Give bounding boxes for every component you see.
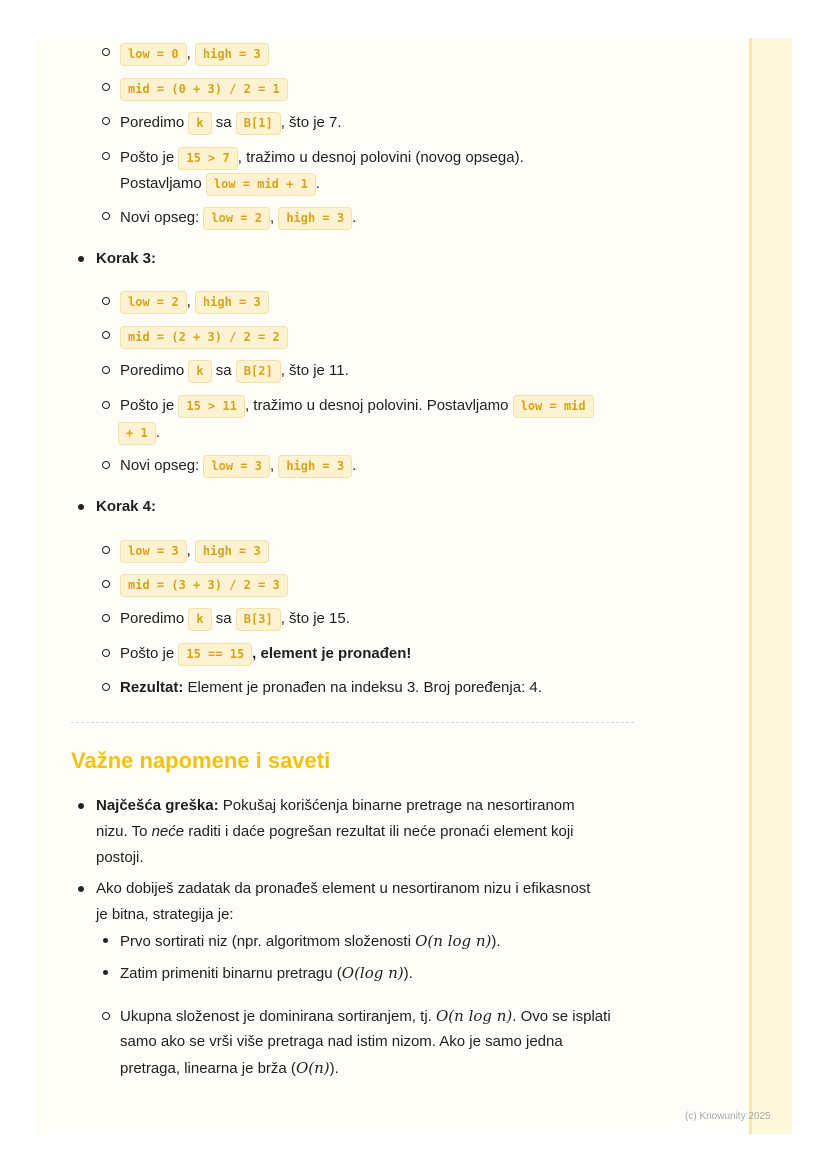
text: sa <box>211 610 236 627</box>
bullet-hollow <box>102 461 110 469</box>
bullet-solid <box>78 886 84 892</box>
code-low: low = 2 <box>203 207 270 230</box>
text: . <box>352 209 357 226</box>
code-low: low = 2 <box>120 291 187 314</box>
sub-list-item <box>120 960 413 987</box>
list-item <box>96 793 575 819</box>
text: , što je 11. <box>280 362 349 379</box>
code-mid: mid = (2 + 3) / 2 = 2 <box>120 326 288 349</box>
list-item-continuation: postoji. <box>96 849 144 866</box>
text: Zatim primeniti binarnu pretragu ( <box>120 965 342 982</box>
text: , tražimo u desnoj polovini. Postavljamo <box>244 397 513 414</box>
text: . <box>315 175 320 192</box>
text: Poredimo <box>120 362 189 379</box>
code-assign: low = mid + 1 <box>206 173 316 196</box>
sub-list-item-continuation: samo ako se vrši više pretraga nad istim nizom. Ako je samo jedna <box>120 1033 563 1050</box>
list-item: Ako dobiješ zadatak da pronađeš element u nesortiranom nizu i efikasnost <box>96 880 591 897</box>
list-item <box>120 358 349 384</box>
bullet-hollow <box>102 152 110 160</box>
code-b: B[3] <box>236 608 281 631</box>
code-high: high = 3 <box>195 540 269 563</box>
text: Prvo sortirati niz (npr. algoritmom složenosti <box>120 933 416 950</box>
code-mid: mid = (3 + 3) / 2 = 3 <box>120 574 288 597</box>
code-high: high = 3 <box>278 207 352 230</box>
text: Pošto je <box>120 149 179 166</box>
list-item <box>120 675 542 701</box>
list-item: Novi opseg: low = 3 , high = 3 . <box>120 453 356 479</box>
text: Pošto je <box>120 645 179 662</box>
emphasis: neće <box>151 823 185 840</box>
list-item-continuation <box>118 420 160 446</box>
text: Poredimo <box>120 114 189 131</box>
code-low: low = 3 <box>203 455 270 478</box>
math-complexity: O(n) <box>295 1059 330 1077</box>
text: Postavljamo <box>120 175 206 192</box>
text: sa <box>211 362 236 379</box>
text: ). <box>491 933 501 950</box>
text: pretraga, linearna je brža ( <box>120 1060 296 1077</box>
sub-list-item <box>120 1003 611 1030</box>
code-high: high = 3 <box>195 291 269 314</box>
code-b: B[1] <box>236 112 281 135</box>
bullet-hollow <box>102 401 110 409</box>
text: . Ovo se isplati <box>512 1008 611 1025</box>
result-label: Rezultat: <box>120 679 184 696</box>
code-high: high = 3 <box>195 43 269 66</box>
bullet-hollow <box>102 331 110 339</box>
list-item-continuation: je bitna, strategija je: <box>96 906 234 923</box>
text: Ukupna složenost je dominirana sortiranjem, tj. <box>120 1008 436 1025</box>
bullet-solid <box>78 256 84 262</box>
code-low: low = 3 <box>120 540 187 563</box>
text: , što je 7. <box>280 114 342 131</box>
list-item-continuation <box>96 819 574 845</box>
math-complexity: O(log n) <box>341 964 404 982</box>
text: Element je pronađen na indeksu 3. Broj poređenja: 4. <box>183 679 542 696</box>
footer-copyright: (c) Knowunity 2025 <box>685 1111 771 1122</box>
list-item <box>120 324 288 350</box>
code-k: k <box>188 112 211 135</box>
sub-list-item <box>120 928 501 955</box>
text: Pokušaj korišćenja binarne pretrage na nesortiranom <box>218 797 575 814</box>
text: . <box>352 457 357 474</box>
text: raditi i daće pogrešan rezultat ili neće pronaći element koji <box>184 823 574 840</box>
list-item: low = 2 , high = 3 <box>120 289 269 315</box>
section-heading: Važne napomene i saveti <box>71 748 331 773</box>
bullet-hollow <box>102 117 110 125</box>
code-k: k <box>188 360 211 383</box>
text: ). <box>403 965 413 982</box>
bullet-hollow <box>102 649 110 657</box>
bullet-hollow <box>102 48 110 56</box>
list-item <box>120 110 342 136</box>
text: . <box>155 424 160 441</box>
text: ). <box>329 1060 339 1077</box>
bullet-solid <box>78 803 84 809</box>
code-compare: 15 == 15 <box>178 643 252 666</box>
step-title: Korak 4: <box>96 498 157 515</box>
bullet-hollow <box>102 546 110 554</box>
math-complexity: O(n log n) <box>435 1007 513 1025</box>
bullet-hollow <box>102 297 110 305</box>
text: , tražimo u desnoj polovini (novog opsega). <box>237 149 524 166</box>
bullet-hollow <box>102 614 110 622</box>
code-assign: + 1 <box>118 422 156 445</box>
code-mid: mid = (0 + 3) / 2 = 1 <box>120 78 288 101</box>
bullet-solid <box>78 504 84 510</box>
list-item: low = 3 , high = 3 <box>120 538 269 564</box>
text: Novi opseg: <box>120 209 204 226</box>
list-item <box>120 145 524 171</box>
code-k: k <box>188 608 211 631</box>
list-item-continuation <box>120 171 320 197</box>
list-item: Novi opseg: low = 2 , high = 3 . <box>120 205 356 231</box>
list-item <box>120 641 411 667</box>
sub-list-item-continuation <box>120 1055 339 1082</box>
divider <box>71 722 634 723</box>
bullet-hollow <box>102 1012 110 1020</box>
bullet-hollow <box>102 212 110 220</box>
bullet-hollow <box>102 83 110 91</box>
code-b: B[2] <box>236 360 281 383</box>
code-compare: 15 > 11 <box>178 395 245 418</box>
list-item <box>120 572 288 598</box>
code-low: low = 0 <box>120 43 187 66</box>
list-item <box>120 393 594 419</box>
text: nizu. To <box>96 823 152 840</box>
step-title: Korak 3: <box>96 250 157 267</box>
text: Novi opseg: <box>120 457 204 474</box>
list-item <box>120 606 350 632</box>
bullet-solid <box>103 938 108 943</box>
bullet-hollow <box>102 683 110 691</box>
bullet-hollow <box>102 366 110 374</box>
text: Poredimo <box>120 610 189 627</box>
math-complexity: O(n log n) <box>415 932 492 950</box>
bullet-hollow <box>102 580 110 588</box>
note-bold: Najčešća greška: <box>96 797 219 814</box>
code-high: high = 3 <box>278 455 352 478</box>
code-compare: 15 > 7 <box>178 147 237 170</box>
text: , što je 15. <box>280 610 350 627</box>
list-item: low = 0 , high = 3 <box>120 41 269 67</box>
code-assign: low = mid <box>513 395 594 418</box>
found-text: , element je pronađen! <box>252 645 412 662</box>
text: sa <box>211 114 236 131</box>
text: Pošto je <box>120 397 179 414</box>
bullet-solid <box>103 970 108 975</box>
list-item <box>120 76 288 102</box>
